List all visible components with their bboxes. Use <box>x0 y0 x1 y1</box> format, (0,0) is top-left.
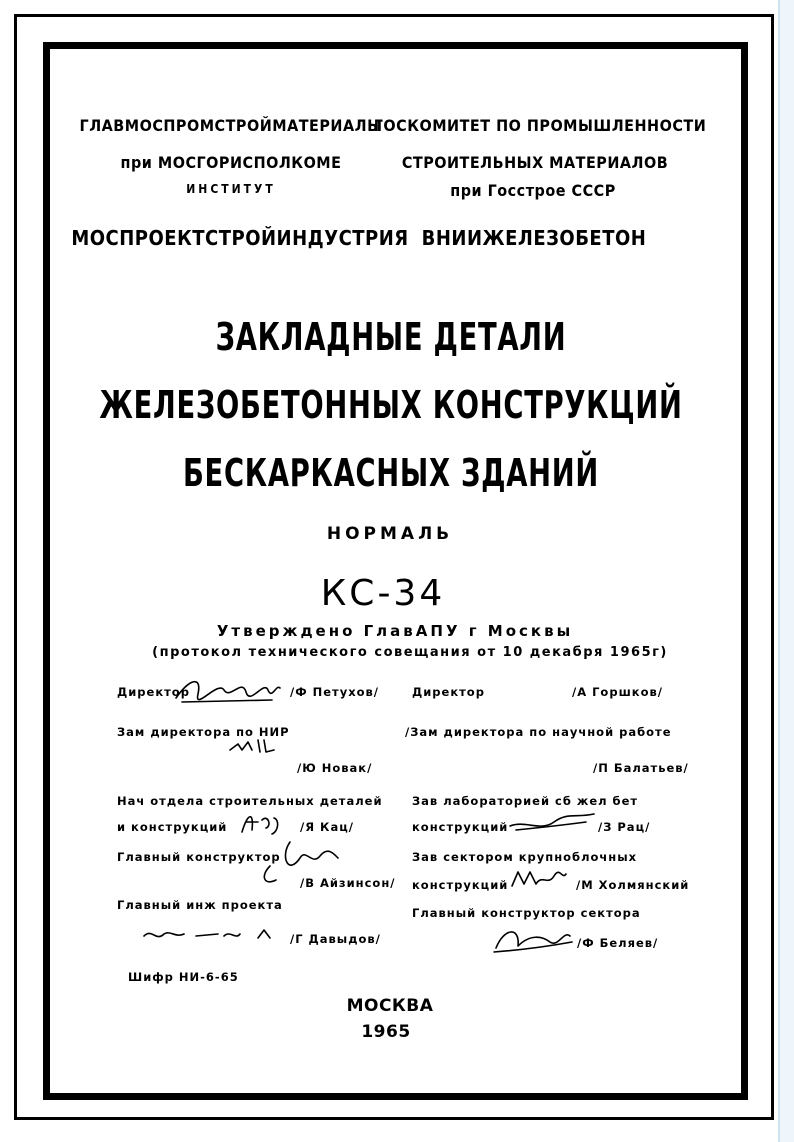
left-director-label: Директор <box>117 685 190 699</box>
document-code: КС-34 <box>320 573 446 614</box>
right-lab-name: /З Рац/ <box>598 820 651 834</box>
right-lab-signature <box>506 810 598 834</box>
right-deputy-label: /Зам директора по научной работе <box>405 725 672 739</box>
right-chief-sector-label: Главный конструктор сектора <box>412 906 641 920</box>
right-org-line4: ВНИИЖЕЛЕЗОБЕТОН <box>421 226 647 250</box>
left-director-signature <box>172 672 284 706</box>
title-line3: БЕСКАРКАСНЫХ ЗДАНИЙ <box>182 451 600 495</box>
right-sector-signature <box>508 866 568 892</box>
left-chief-label: Главный конструктор <box>117 850 281 864</box>
left-deputy-name: /Ю Новак/ <box>297 761 373 775</box>
left-dept-label1: Нач отдела строительных деталей <box>117 794 383 808</box>
right-deputy-name: /П Балатьев/ <box>593 761 689 775</box>
left-director-name: /Ф Петухов/ <box>290 685 379 699</box>
right-lab-label1: Зав лабораторией сб жел бет <box>412 794 639 808</box>
left-org-line4: МОСПРОЕКТСТРОЙИНДУСТРИЯ <box>71 226 409 250</box>
left-dept-signature <box>238 808 286 836</box>
right-chief-sector-name: /Ф Беляев/ <box>577 936 659 950</box>
left-dept-label2: и конструкций <box>117 820 228 834</box>
left-gip-label: Главный инж проекта <box>117 898 283 912</box>
protocol-line: (протокол технического совещания от 10 декабря 1965г) <box>152 645 668 660</box>
right-org-line2: СТРОИТЕЛЬНЫХ МАТЕРИАЛОВ <box>401 153 669 172</box>
left-org-line2: при МОСГОРИСПОЛКОМЕ <box>120 153 342 172</box>
approval-line: Утверждено ГлавАПУ г Москвы <box>216 622 574 640</box>
right-chief-sector-signature <box>490 920 576 956</box>
right-lab-label2: конструкций <box>412 820 509 834</box>
right-sector-label1: Зав сектором крупноблочных <box>412 850 638 864</box>
city: МОСКВА <box>346 996 434 1016</box>
title-line2: ЖЕЛЕЗОБЕТОННЫХ КОНСТРУКЦИЙ <box>99 383 683 427</box>
left-deputy-signature <box>228 736 278 756</box>
left-gip-signature <box>140 924 290 946</box>
cipher: Шифр НИ-6-65 <box>128 970 239 984</box>
right-sector-label2: конструкций <box>412 878 509 892</box>
left-org-line3: ИНСТИТУТ <box>186 182 276 196</box>
page-edge-strip <box>778 0 794 1142</box>
year: 1965 <box>361 1022 411 1042</box>
right-org-line1: ГОСКОМИТЕТ ПО ПРОМЫШЛЕННОСТИ <box>373 116 707 135</box>
normal-label: НОРМАЛЬ <box>326 524 454 544</box>
left-dept-name: /Я Кац/ <box>300 820 354 834</box>
title-line1: ЗАКЛАДНЫЕ ДЕТАЛИ <box>215 315 567 359</box>
left-org-line1: ГЛАВМОСПРОМСТРОЙМАТЕРИАЛЫ <box>79 116 383 135</box>
right-org-line3: при Госстрое СССР <box>450 181 616 200</box>
right-director-name: /А Горшков/ <box>572 685 663 699</box>
left-chief-name: /В Айзинсон/ <box>300 876 396 890</box>
left-gip-name: /Г Давыдов/ <box>290 932 381 946</box>
left-deputy-label: Зам директора по НИР <box>117 725 290 739</box>
right-sector-name: /М Холмянский <box>576 878 690 892</box>
right-director-label: Директор <box>412 685 485 699</box>
